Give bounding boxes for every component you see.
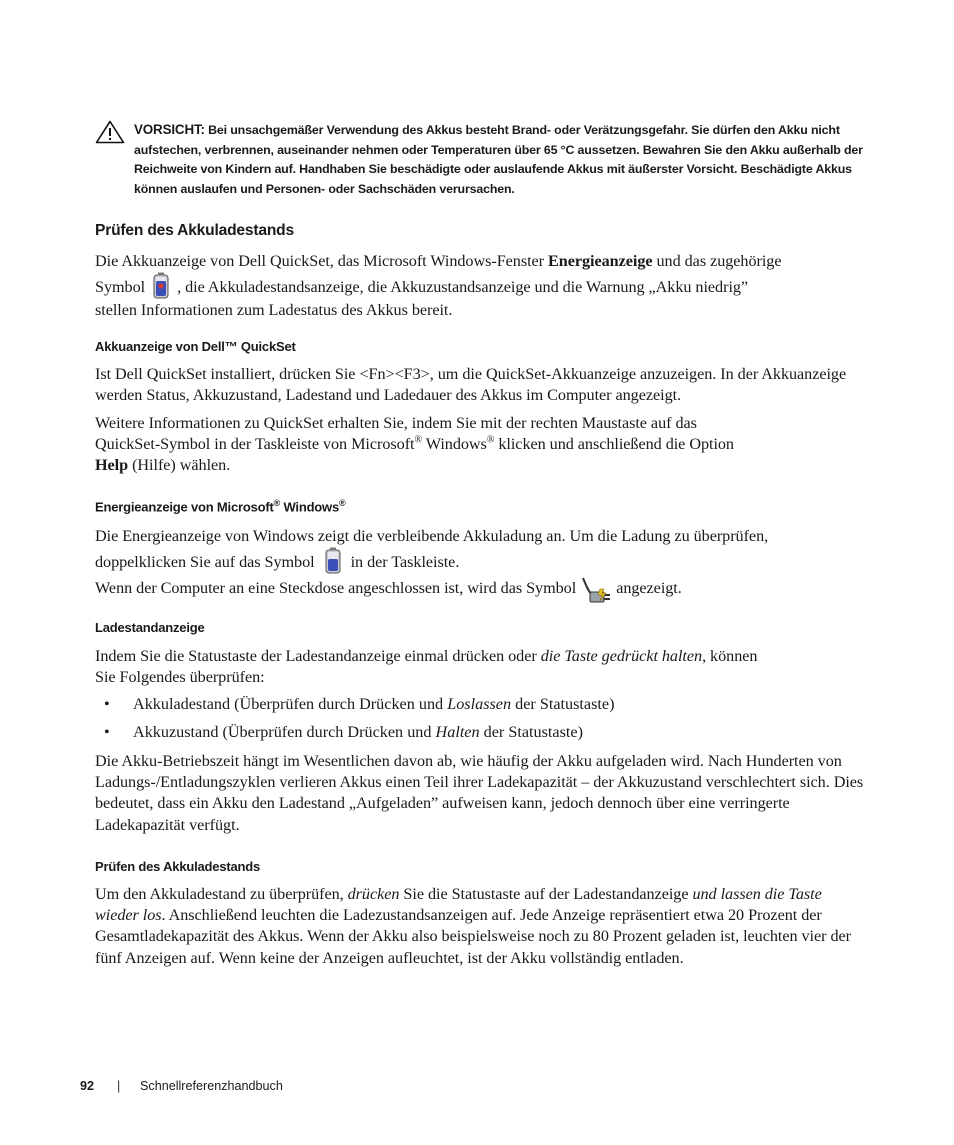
- caution-icon: [95, 120, 125, 144]
- bullet-marker: •: [104, 723, 110, 741]
- caution-label: VORSICHT:: [134, 122, 205, 137]
- check-heading: Prüfen des Akkuladestands: [95, 859, 261, 874]
- intro-paragraph: Die Akkuanzeige von Dell QuickSet, das Microsoft Windows-Fenster Energieanzeige und das zugehörige Symbol , die Akkuladestandsanzeige, die Akkuzustandsanzeige und die Warnung „Akku niedrig” stellen Informationen zum Ladestatus des Akkus bereit.: [95, 252, 782, 320]
- gauge-heading: Ladestandanzeige: [95, 620, 205, 635]
- footer-title: Schnellreferenzhandbuch: [140, 1079, 283, 1093]
- windows-meter-paragraph-2: Wenn der Computer an eine Steckdose angeschlossen ist, wird das Symbol angezeigt.: [95, 575, 865, 605]
- caution-body: Bei unsachgemäßer Verwendung des Akkus besteht Brand- oder Verätzungsgefahr. Sie dürfen den Akku nicht aufstechen, verbrennen, auseinander nehmen oder Temperaturen über 65 °C aussetzen. Bewahren Sie den Akku außerhalb der Reichweite von Kindern auf. Handhaben Sie beschädigte oder auslaufende Akkus mit äußerster Vorsicht. Beschädigte Akkus können auslaufen und Personen- oder Sachschäden verursachen.: [134, 123, 863, 196]
- check-paragraph: Um den Akkuladestand zu überprüfen, drücken Sie die Statustaste auf der Ladestandanzeige und lassen die Taste wieder los. Anschließend leuchten die Ladezustandsanzeigen auf. Jede Anzeige repräsentiert etwa 20 Prozent der Gesamtladekapazität des Akkus. Wenn der Akku also beispielsweise noch zu 80 Prozent geladen ist, leuchten vier der fünf Anzeigen auf. Wenn keine der Anzeigen aufleuchtet, ist der Akku vollständig entladen.: [95, 885, 851, 967]
- caution-text: [134, 120, 864, 199]
- quickset-heading: Akkuanzeige von Dell™ QuickSet: [95, 339, 296, 354]
- battery-health-paragraph: Die Akku-Betriebszeit hängt im Wesentlichen davon ab, wie häufig der Akku aufgeladen wird. Nach Hunderten von Ladungs-/Entladungszyklen verlieren Akkus einen Teil ihrer Ladekapazität – der Akkuzustand verschlechtert sich. Dies bedeutet, dass ein Akku den Ladestand „Aufgeladen” aufweisen kann, jedoch dennoch über eine verringerte Ladekapazität verfügt.: [95, 752, 864, 834]
- battery-icon: [323, 547, 343, 575]
- windows-meter-heading: Energieanzeige von Microsoft® Windows®: [95, 498, 346, 515]
- quickset-paragraph-1: Ist Dell QuickSet installiert, drücken Sie <Fn><F3>, um die QuickSet-Akkuanzeige anzuzeigen. In der Akkuanzeige werden Status, Akkuzustand, Ladestand und Ladedauer des Akkus im Computer angezeigt.: [95, 365, 847, 405]
- gauge-paragraph: Indem Sie die Statustaste der Ladestandanzeige einmal drücken oder die Taste gedrückt halten, können Sie Folgendes überprüfen:: [95, 647, 758, 687]
- footer-separator: |: [117, 1079, 121, 1093]
- list-item: Akkuzustand (Überprüfen durch Drücken und Halten der Statustaste): [133, 723, 583, 741]
- battery-icon: [151, 272, 171, 300]
- quickset-paragraph-2: Weitere Informationen zu QuickSet erhalten Sie, indem Sie mit der rechten Maustaste auf das QuickSet-Symbol in der Taskleiste von Microsoft® Windows® klicken und anschließend die Option Help (Hilfe) wählen.: [95, 414, 734, 475]
- section-heading: Prüfen des Akkuladestands: [95, 222, 294, 239]
- windows-meter-paragraph-1: Die Energieanzeige von Windows zeigt die verbleibende Akkuladung an. Um die Ladung zu überprüfen, doppelklicken Sie auf das Symbol in der Taskleiste.: [95, 526, 865, 575]
- ac-plug-icon: [580, 575, 612, 605]
- bullet-marker: •: [104, 695, 110, 713]
- page-number: 92: [80, 1079, 95, 1093]
- list-item: Akkuladestand (Überprüfen durch Drücken und Loslassen der Statustaste): [133, 695, 615, 713]
